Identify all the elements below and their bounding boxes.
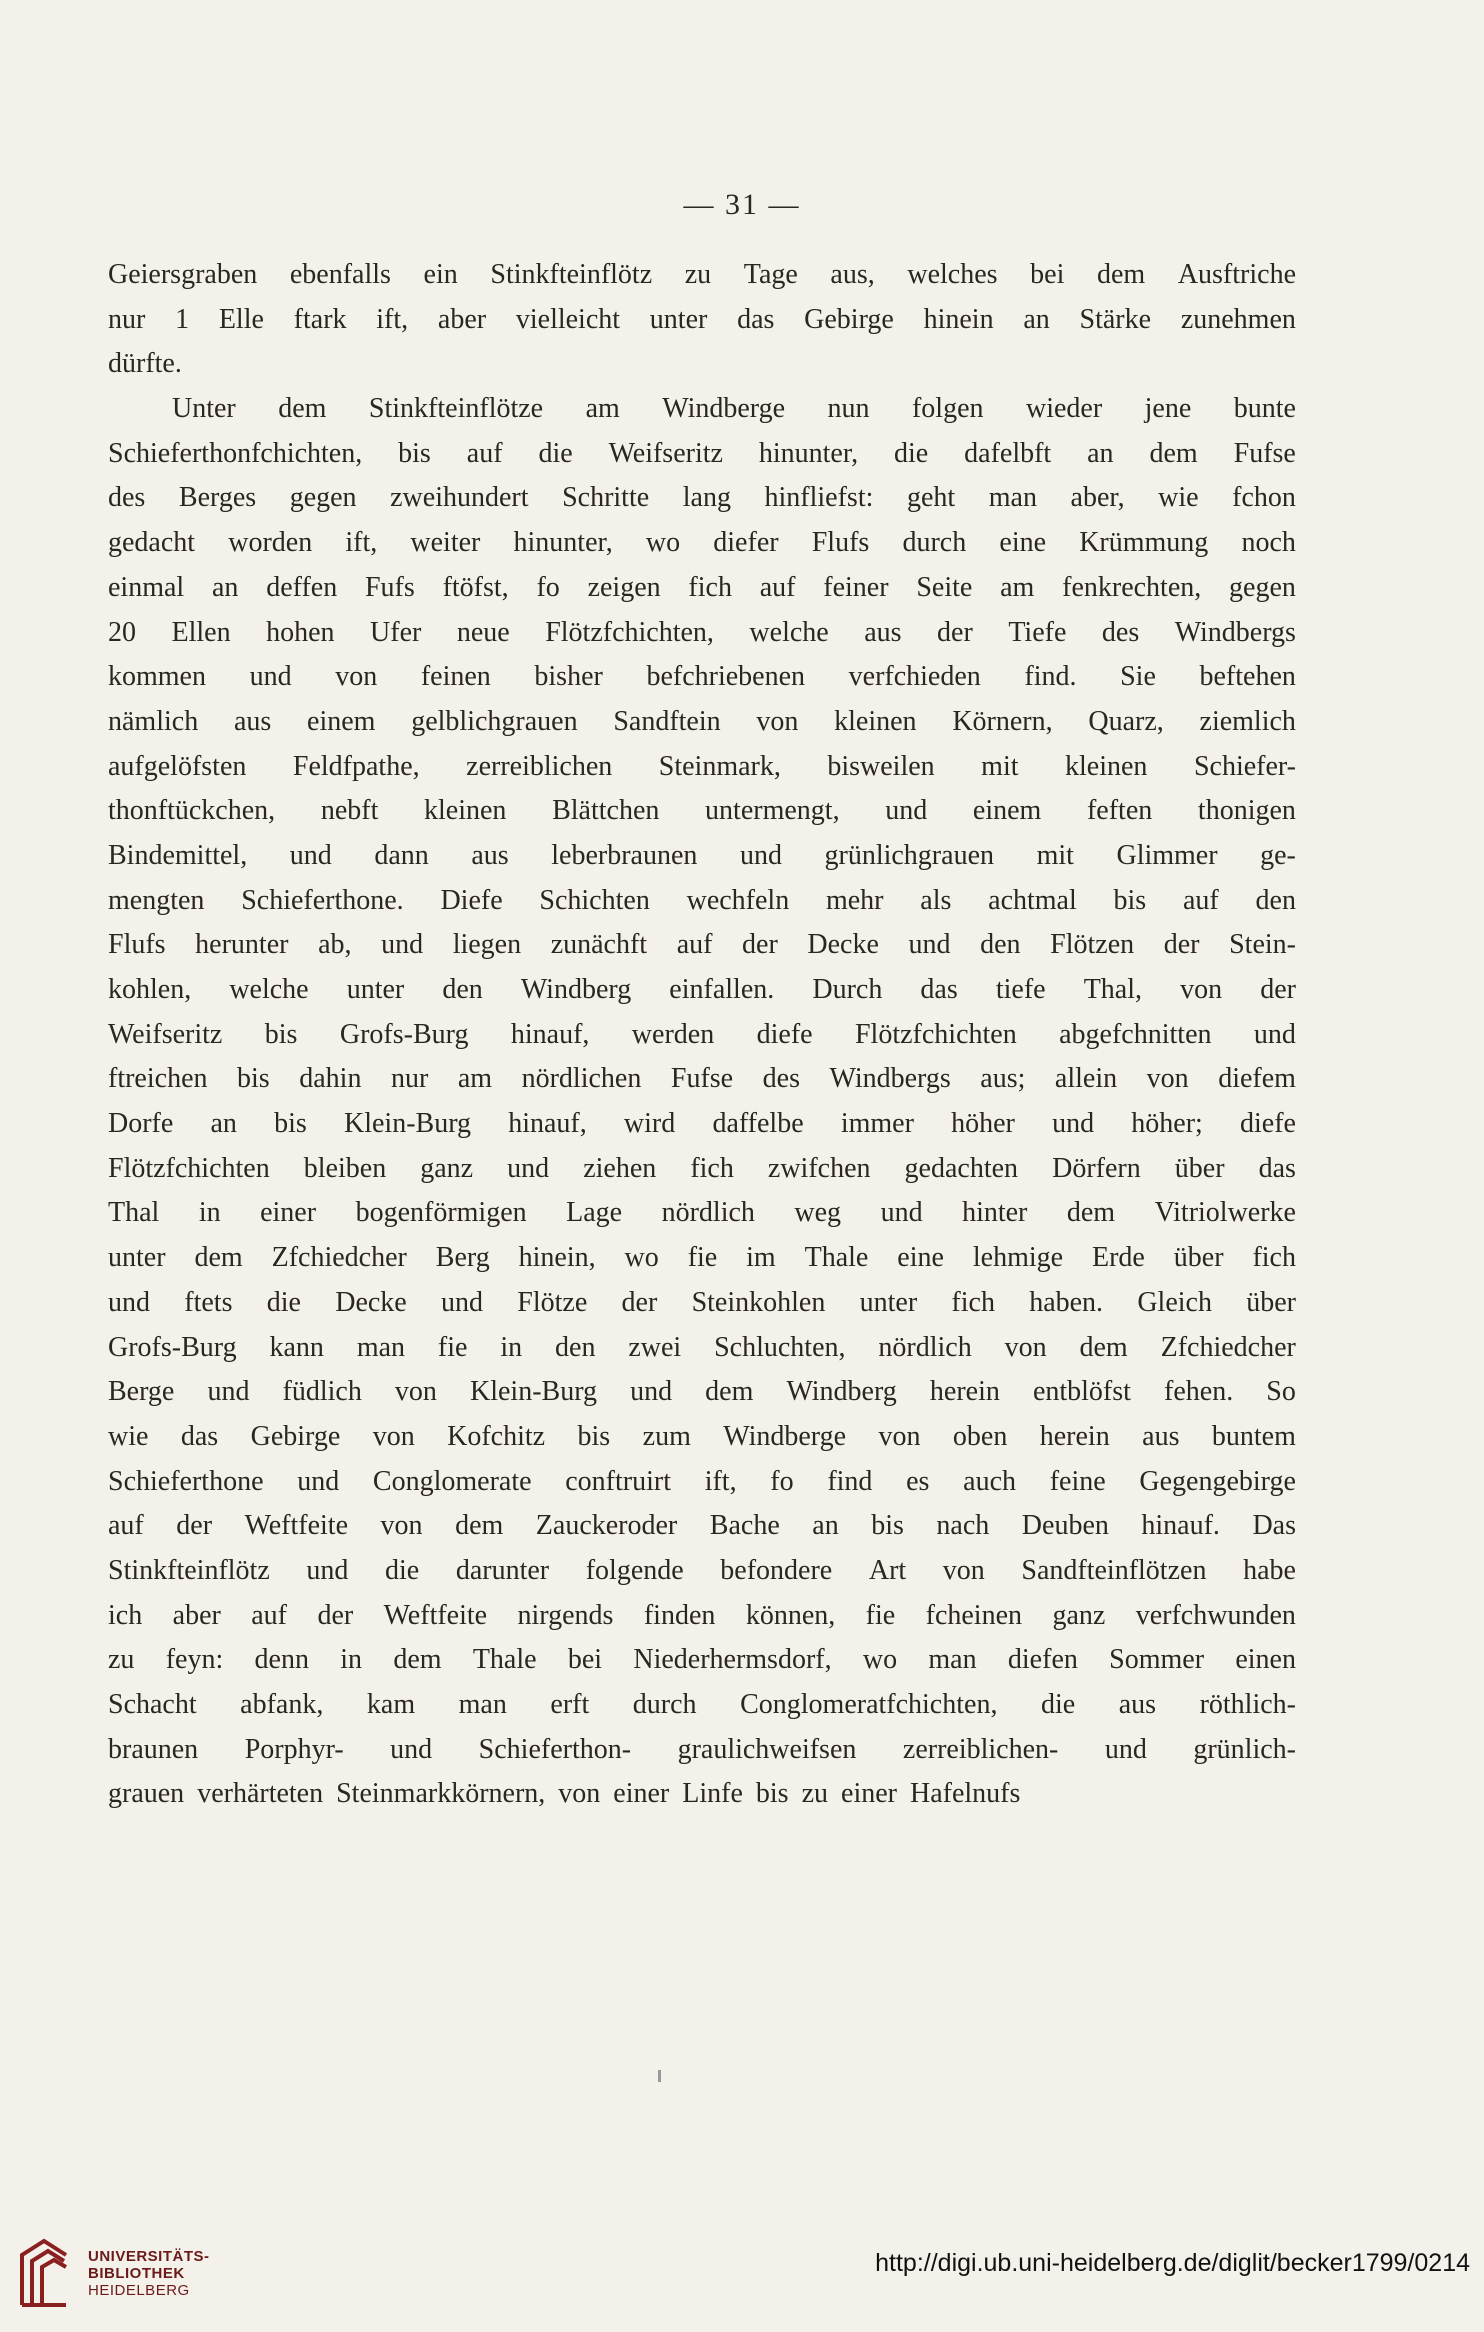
text-line: Dorfe an bis Klein-Burg hinauf, wird daffelbe immer höher und höher; diefe <box>108 1108 1296 1140</box>
text-line: Bindemittel, und dann aus leberbraunen und grünlichgrauen mit Glimmer ge- <box>108 839 1296 871</box>
text-line: thonftückchen, nebft kleinen Blättchen untermengt, und einem feften thonigen <box>108 795 1296 827</box>
stray-mark <box>658 2070 661 2082</box>
text-line: Flufs herunter ab, und liegen zunächft auf der Decke und den Flötzen der Stein- <box>108 929 1296 961</box>
text-line: kohlen, welche unter den Windberg einfallen. Durch das tiefe Thal, von der <box>108 974 1296 1005</box>
text-line: nur 1 Elle ftark ift, aber vielleicht unter das Gebirge hinein an Stärke zunehmen <box>108 303 1296 335</box>
body-text <box>108 253 1296 1817</box>
text-line: Stinkfteinflötz und die darunter folgende befondere Art von Sandfteinflötzen habe <box>108 1554 1296 1586</box>
library-logo[interactable] <box>14 2230 224 2316</box>
text-line: Unter dem Stinkfteinflötze am Windberge nun folgen wieder jene bunte <box>172 393 1296 425</box>
text-line: Grofs-Burg kann man fie in den zwei Schluchten, nördlich von dem Zfchiedcher <box>108 1331 1296 1363</box>
text-line: einmal an deffen Fufs ftöfst, fo zeigen fich auf feiner Seite am fenkrechten, gegen <box>108 571 1296 603</box>
text-line: Thal in einer bogenförmigen Lage nördlich weg und hinter dem Vitriolwerke <box>108 1197 1296 1229</box>
text-line: nämlich aus einem gelblichgrauen Sandftein von kleinen Körnern, Quarz, ziemlich <box>108 705 1296 737</box>
library-logo-icon <box>14 2235 74 2311</box>
page-number: — 31 — <box>683 188 801 221</box>
text-line: Berge und füdlich von Klein-Burg und dem Windberg herein entblöfst fehen. So <box>108 1376 1296 1408</box>
text-line: grauen verhärteten Steinmarkkörnern, von einer Linfe bis zu einer Hafelnufs <box>108 1778 1021 1810</box>
text-line: wie das Gebirge von Kofchitz bis zum Windberge von oben herein aus buntem <box>108 1420 1296 1452</box>
text-line: dürfte. <box>108 348 182 380</box>
source-url-link[interactable]: http://digi.ub.uni-heidelberg.de/diglit/becker1799/0214 <box>875 2249 1470 2277</box>
text-line: kommen und von feinen bisher befchriebenen verfchieden find. Sie beftehen <box>108 661 1296 693</box>
text-line: und ftets die Decke und Flötze der Steinkohlen unter fich haben. Gleich über <box>108 1286 1296 1318</box>
library-name <box>88 2248 210 2299</box>
text-line: aufgelöfsten Feldfpathe, zerreiblichen Steinmark, bisweilen mit kleinen Schiefer- <box>108 750 1296 782</box>
text-line: zu feyn: denn in dem Thale bei Niederhermsdorf, wo man diefen Sommer einen <box>108 1644 1296 1676</box>
text-line: mengten Schieferthone. Diefe Schichten wechfeln mehr als achtmal bis auf den <box>108 884 1296 916</box>
library-line-1: UNIVERSITÄTS- <box>88 2247 210 2265</box>
text-line: ftreichen bis dahin nur am nördlichen Fufse des Windbergs aus; allein von diefem <box>108 1063 1296 1095</box>
text-line: 20 Ellen hohen Ufer neue Flötzfchichten, welche aus der Tiefe des Windbergs <box>108 616 1296 648</box>
text-line: Schieferthonfchichten, bis auf die Weifseritz hinunter, die dafelbft an dem Fufse <box>108 437 1296 469</box>
library-line-3: HEIDELBERG <box>88 2281 190 2299</box>
text-line: Schieferthone und Conglomerate conftruirt ift, fo find es auch feine Gegengebirge <box>108 1465 1296 1497</box>
text-line: ich aber auf der Weftfeite nirgends finden können, fie fcheinen ganz verfchwunden <box>108 1599 1296 1631</box>
text-line: gedacht worden ift, weiter hinunter, wo diefer Flufs durch eine Krümmung noch <box>108 527 1296 559</box>
text-line: auf der Weftfeite von dem Zauckeroder Bache an bis nach Deuben hinauf. Das <box>108 1510 1296 1542</box>
text-line: des Berges gegen zweihundert Schritte lang hinfliefst: geht man aber, wie fchon <box>108 482 1296 514</box>
text-line: unter dem Zfchiedcher Berg hinein, wo fie im Thale eine lehmige Erde über fich <box>108 1242 1296 1274</box>
library-line-2: BIBLIOTHEK <box>88 2264 185 2282</box>
text-line: Schacht abfank, kam man erft durch Conglomeratfchichten, die aus röthlich- <box>108 1689 1296 1720</box>
text-line: Flötzfchichten bleiben ganz und ziehen fich zwifchen gedachten Dörfern über das <box>108 1152 1296 1184</box>
text-line: Geiersgraben ebenfalls ein Stinkfteinflötz zu Tage aus, welches bei dem Ausftriche <box>108 259 1296 290</box>
text-line: Weifseritz bis Grofs-Burg hinauf, werden diefe Flötzfchichten abgefchnitten und <box>108 1018 1296 1050</box>
text-line: braunen Porphyr- und Schieferthon- graulichweifsen zerreiblichen- und grünlich- <box>108 1733 1296 1765</box>
